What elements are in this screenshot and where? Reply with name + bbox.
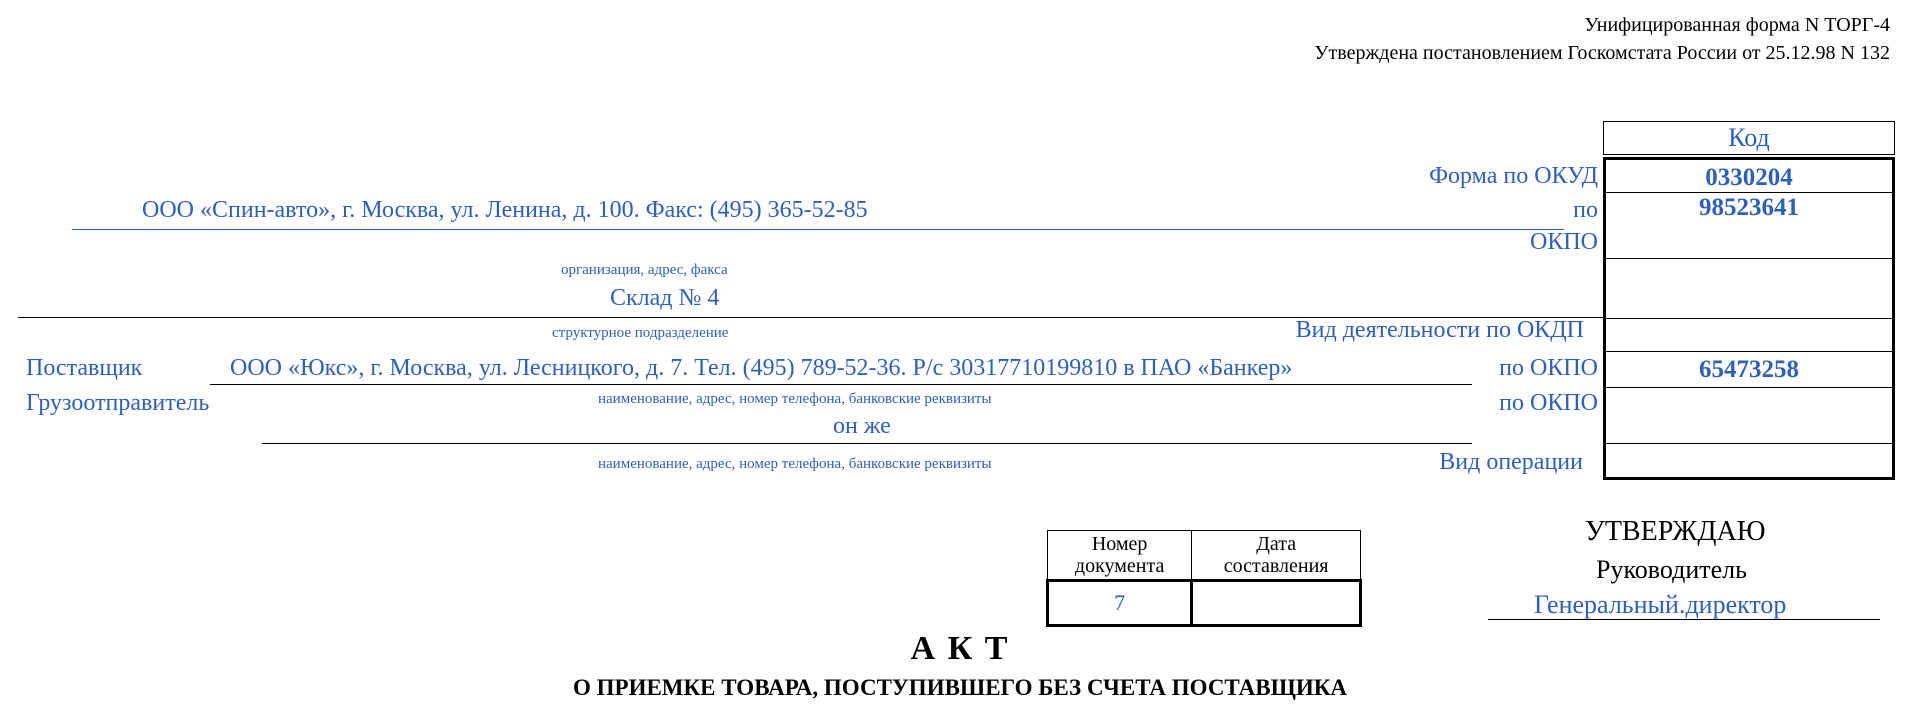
empty-code-cell-1[interactable] — [1603, 259, 1895, 319]
shipper-caption: наименование, адрес, номер телефона, банковские реквизиты — [598, 456, 992, 472]
form-approval: Утверждена постановлением Госкомстата России от 25.12.98 N 132 — [1314, 42, 1890, 64]
supplier-label: Поставщик — [26, 355, 143, 381]
okdp-value[interactable] — [1603, 319, 1895, 352]
supplier-okpo-label: по ОКПО — [1499, 355, 1598, 381]
department-value[interactable]: Склад № 4 — [610, 285, 720, 311]
okpo-label-1: по — [1573, 197, 1598, 223]
doc-date-head — [1192, 531, 1361, 581]
form-name: Унифицированная форма N ТОРГ-4 — [1584, 14, 1890, 36]
okpo-value[interactable]: 98523641 — [1603, 193, 1895, 259]
act-subtitle: О ПРИЕМКЕ ТОВАРА, ПОСТУПИВШЕГО БЕЗ СЧЕТА ПОСТАВЩИКА — [572, 675, 1348, 700]
approve-role: Руководитель — [1596, 555, 1747, 584]
code-table-head: Код — [1603, 121, 1895, 155]
document-number-table — [1046, 530, 1362, 627]
doc-number-head — [1048, 531, 1192, 581]
shipper-underline — [262, 443, 1472, 444]
doc-date-head-line-2: составления — [1223, 555, 1329, 577]
approve-title: УТВЕРЖДАЮ — [1585, 516, 1766, 547]
supplier-underline — [210, 384, 1472, 385]
doc-date-head-line-1: Дата — [1256, 533, 1297, 555]
department-caption: структурное подразделение — [552, 325, 729, 341]
okdp-label: Вид деятельности по ОКДП — [1295, 317, 1584, 343]
organization-value[interactable]: ООО «Спин-авто», г. Москва, ул. Ленина, д. 100. Факс: (495) 365-52-85 — [142, 197, 868, 223]
okud-value[interactable]: 0330204 — [1603, 157, 1895, 193]
approve-underline — [1488, 619, 1880, 620]
doc-number-head-line-2: документа — [1074, 555, 1165, 577]
shipper-label: Грузоотправитель — [26, 390, 210, 416]
supplier-okpo-value[interactable]: 65473258 — [1603, 352, 1895, 388]
department-underline — [18, 317, 1603, 318]
shipper-okpo-value[interactable] — [1603, 388, 1895, 444]
supplier-value[interactable]: ООО «Юкс», г. Москва, ул. Лесницкого, д. 7. Тел. (495) 789-52-36. Р/с 30317710199810 в ПАО «Банкер» — [230, 355, 1293, 381]
supplier-caption: наименование, адрес, номер телефона, банковские реквизиты — [598, 391, 992, 407]
organization-underline — [72, 229, 1564, 230]
organization-caption: организация, адрес, факса — [561, 262, 728, 278]
shipper-okpo-label: по ОКПО — [1499, 390, 1598, 416]
act-title: А К Т — [910, 630, 1010, 667]
operation-value[interactable] — [1603, 444, 1895, 480]
shipper-value[interactable]: он же — [833, 413, 891, 439]
doc-date-value[interactable] — [1192, 581, 1361, 626]
approve-position[interactable]: Генеральный.директор — [1534, 590, 1787, 619]
doc-number-head-line-1: Номер — [1091, 533, 1148, 555]
operation-label: Вид операции — [1439, 449, 1583, 475]
okpo-label-2: ОКПО — [1529, 229, 1598, 255]
doc-number-value[interactable]: 7 — [1048, 581, 1192, 626]
okud-label: Форма по ОКУД — [1429, 163, 1598, 189]
